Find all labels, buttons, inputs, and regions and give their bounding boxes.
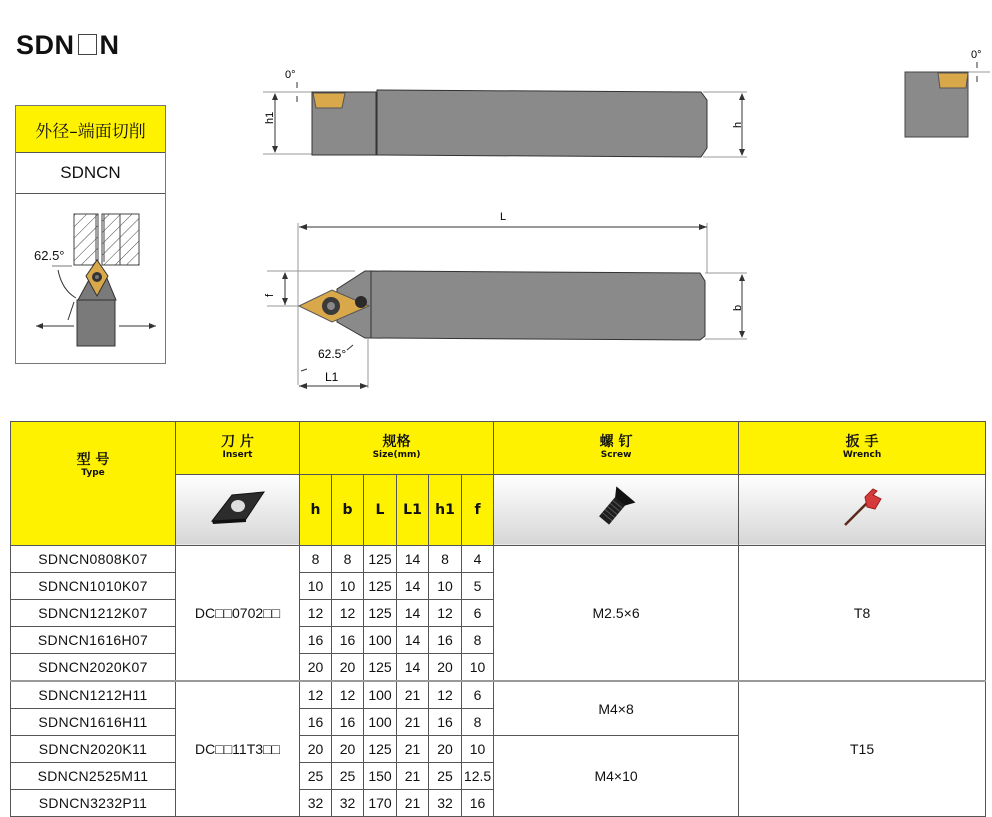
f-cell: 10 <box>462 736 494 763</box>
b-cell: 16 <box>332 627 364 654</box>
operation-label: 外径–端面切削 <box>16 106 165 153</box>
h-cell: 32 <box>300 790 332 817</box>
header-insert-en: Insert <box>222 450 253 461</box>
page-title <box>16 30 120 61</box>
title-prefix: SDN <box>16 30 75 60</box>
f-cell: 8 <box>462 709 494 736</box>
f-label: f <box>264 293 276 297</box>
L1-cell: 21 <box>397 681 429 709</box>
L-cell: 100 <box>364 709 397 736</box>
dim-f: f <box>462 474 494 545</box>
dim-L1: L1 <box>397 474 429 545</box>
screw-cell: M4×8 <box>494 681 739 736</box>
screw-icon <box>591 485 641 529</box>
f-cell: 6 <box>462 600 494 627</box>
h-cell: 20 <box>300 736 332 763</box>
table-row <box>11 546 986 573</box>
h-cell: 8 <box>300 546 332 573</box>
header-type <box>11 422 176 546</box>
h-cell: 10 <box>300 573 332 600</box>
b-cell: 25 <box>332 763 364 790</box>
L1-cell: 21 <box>397 736 429 763</box>
angle-label: 62.5° <box>34 248 65 263</box>
L1-cell: 14 <box>397 600 429 627</box>
L1-cell: 14 <box>397 654 429 682</box>
header-insert-cn: 刀 片 <box>221 434 254 451</box>
f-cell: 6 <box>462 681 494 709</box>
insert-image-cell <box>176 474 300 545</box>
wrench-image-cell <box>739 474 986 545</box>
screw-cell: M2.5×6 <box>494 546 739 682</box>
h1-cell: 25 <box>429 763 462 790</box>
L-cell: 125 <box>364 546 397 573</box>
cutting-diagram-icon <box>16 194 164 362</box>
type-cell: SDNCN0808K07 <box>11 546 176 573</box>
holder-code: SDNCN <box>16 153 165 194</box>
b-cell: 20 <box>332 736 364 763</box>
title-suffix: N <box>99 30 120 60</box>
wrench-cell: T15 <box>739 681 986 817</box>
header-screw-cn: 螺 钉 <box>599 434 633 451</box>
h1-cell: 16 <box>429 627 462 654</box>
L1-cell: 14 <box>397 573 429 600</box>
top-view-drawing <box>255 205 755 390</box>
b-cell: 16 <box>332 709 364 736</box>
dim-h1: h1 <box>429 474 462 545</box>
h1-cell: 20 <box>429 654 462 682</box>
b-cell: 8 <box>332 546 364 573</box>
type-cell: SDNCN1616H07 <box>11 627 176 654</box>
f-cell: 4 <box>462 546 494 573</box>
f-cell: 16 <box>462 790 494 817</box>
b-label: b <box>732 304 744 311</box>
h-cell: 12 <box>300 681 332 709</box>
table-row <box>11 681 986 709</box>
b-cell: 12 <box>332 681 364 709</box>
b-cell: 10 <box>332 573 364 600</box>
L-cell: 125 <box>364 600 397 627</box>
header-type-en: Type <box>81 468 105 478</box>
L-cell: 125 <box>364 654 397 682</box>
h-label: h <box>732 121 744 128</box>
h1-cell: 12 <box>429 681 462 709</box>
L-label: L <box>500 211 507 223</box>
wrench-cell: T8 <box>739 546 986 682</box>
header-wrench-en: Wrench <box>842 450 882 461</box>
h1-label: h1 <box>264 111 276 124</box>
type-cell: SDNCN2020K11 <box>11 736 176 763</box>
h-cell: 20 <box>300 654 332 682</box>
placeholder-box <box>78 34 97 55</box>
b-cell: 32 <box>332 790 364 817</box>
L1-cell: 21 <box>397 763 429 790</box>
end-view-drawing <box>895 42 990 142</box>
header-size-en: Size(mm) <box>372 450 421 461</box>
top-angle-label: 62.5° <box>318 347 347 361</box>
L-cell: 125 <box>364 573 397 600</box>
type-cell: SDNCN2020K07 <box>11 654 176 682</box>
dim-b: b <box>332 474 364 545</box>
h1-cell: 10 <box>429 573 462 600</box>
L1-cell: 14 <box>397 546 429 573</box>
L-cell: 150 <box>364 763 397 790</box>
b-cell: 12 <box>332 600 364 627</box>
L-cell: 125 <box>364 736 397 763</box>
L1-cell: 21 <box>397 790 429 817</box>
L-cell: 170 <box>364 790 397 817</box>
header-size-cn: 规格 <box>382 434 411 451</box>
type-cell: SDNCN1212H11 <box>11 681 176 709</box>
h-cell: 25 <box>300 763 332 790</box>
h-cell: 12 <box>300 600 332 627</box>
L1-label: L1 <box>325 370 339 384</box>
f-cell: 10 <box>462 654 494 682</box>
spec-table <box>10 421 986 817</box>
header-type-cn: 型 号 <box>76 452 110 468</box>
insert-cell: DC□□11T3□□ <box>176 681 300 817</box>
b-cell: 20 <box>332 654 364 682</box>
operation-legend <box>15 105 166 364</box>
type-cell: SDNCN1212K07 <box>11 600 176 627</box>
f-cell: 12.5 <box>462 763 494 790</box>
h-cell: 16 <box>300 709 332 736</box>
side-view-drawing <box>255 62 755 162</box>
screw-cell: M4×10 <box>494 736 739 817</box>
f-cell: 5 <box>462 573 494 600</box>
L1-cell: 21 <box>397 709 429 736</box>
type-cell: SDNCN3232P11 <box>11 790 176 817</box>
dim-L: L <box>364 474 397 545</box>
screw-image-cell <box>494 474 739 545</box>
h1-cell: 32 <box>429 790 462 817</box>
header-screw <box>494 422 739 475</box>
L1-cell: 14 <box>397 627 429 654</box>
h1-cell: 16 <box>429 709 462 736</box>
header-wrench <box>739 422 986 475</box>
dim-h: h <box>300 474 332 545</box>
header-insert <box>176 422 300 475</box>
side-angle-label: 0° <box>285 69 296 81</box>
h1-cell: 20 <box>429 736 462 763</box>
type-cell: SDNCN1616H11 <box>11 709 176 736</box>
insert-icon <box>208 489 268 525</box>
header-wrench-cn: 扳 手 <box>845 434 879 451</box>
end-angle-label: 0° <box>971 49 982 61</box>
h1-cell: 12 <box>429 600 462 627</box>
f-cell: 8 <box>462 627 494 654</box>
h1-cell: 8 <box>429 546 462 573</box>
wrench-icon <box>837 485 887 529</box>
L-cell: 100 <box>364 681 397 709</box>
insert-cell: DC□□0702□□ <box>176 546 300 682</box>
type-cell: SDNCN1010K07 <box>11 573 176 600</box>
h-cell: 16 <box>300 627 332 654</box>
header-screw-en: Screw <box>600 450 632 461</box>
type-cell: SDNCN2525M11 <box>11 763 176 790</box>
header-size <box>300 422 494 475</box>
L-cell: 100 <box>364 627 397 654</box>
